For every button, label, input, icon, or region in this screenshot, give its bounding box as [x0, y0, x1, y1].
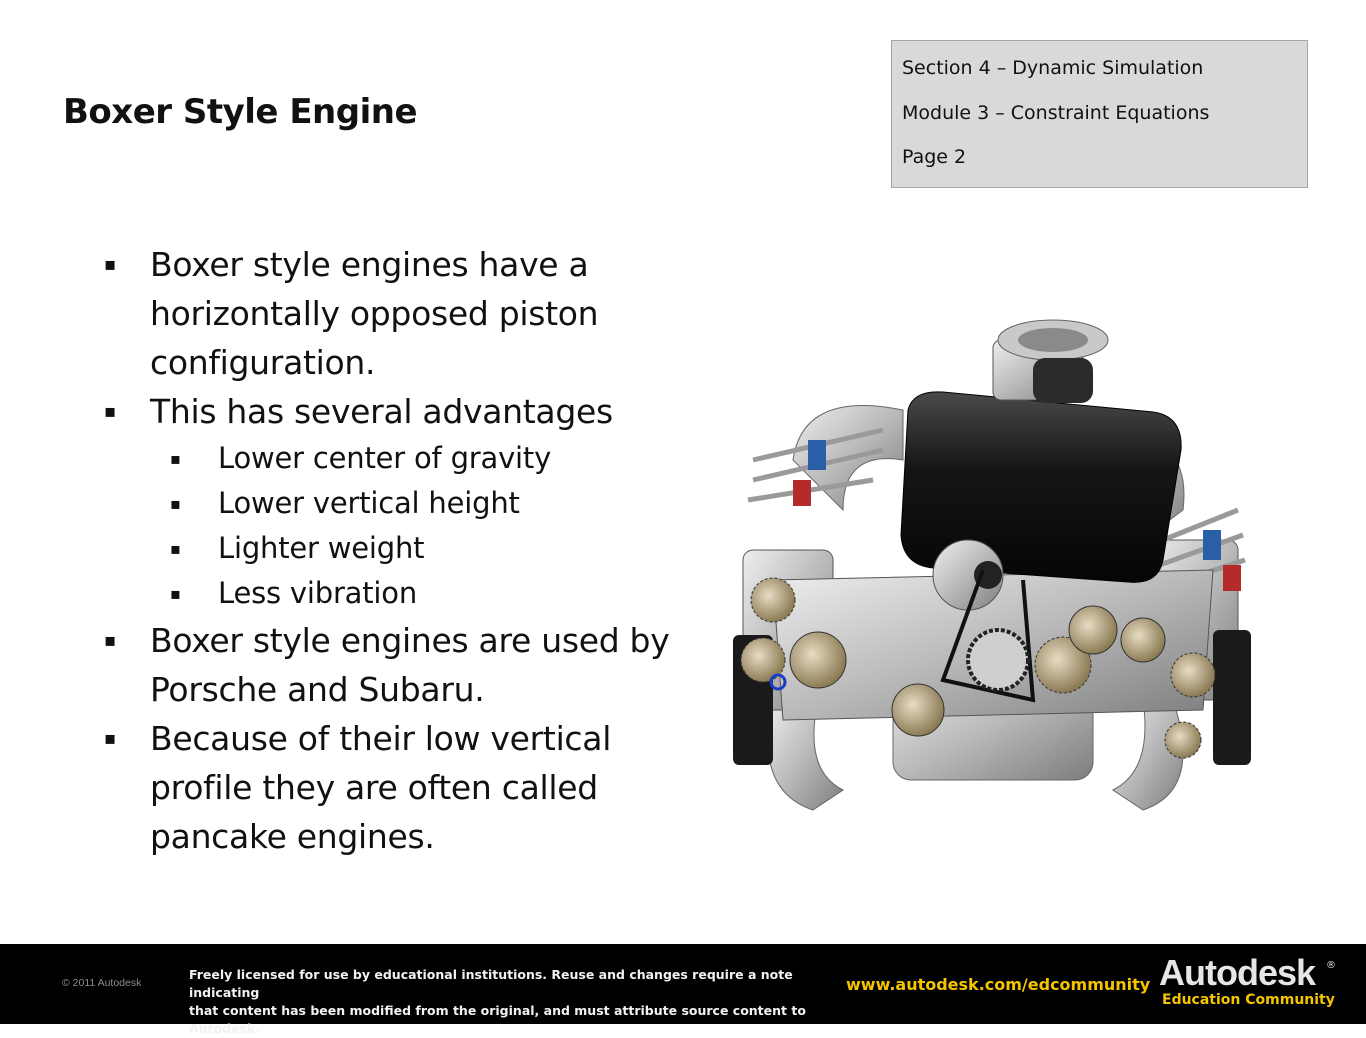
autodesk-logo: Autodesk: [1159, 952, 1316, 993]
bullet-text: Because of their low vertical profile they are often called pancake engines.: [150, 719, 612, 856]
bullet-icon: ▪: [104, 728, 116, 749]
sub-bullet-item: [100, 481, 700, 526]
bullet-text: Less vibration: [218, 576, 417, 610]
bullet-icon: ▪: [170, 494, 181, 513]
education-community-label: Education Community: [1162, 992, 1335, 1008]
boxer-engine-image: [733, 320, 1253, 830]
license-line: Freely licensed for use by educational institutions. Reuse and changes require a note indicating: [189, 967, 793, 1000]
bullet-item: [100, 714, 700, 861]
bullet-text: Lighter weight: [218, 531, 425, 565]
bullet-icon: ▪: [104, 401, 116, 422]
bullet-item: [100, 616, 700, 714]
license-line: that content has been modified from the original, and must attribute source content to Autodesk.: [189, 1003, 806, 1036]
bullet-text: Lower center of gravity: [218, 441, 552, 475]
bullet-item: [100, 387, 700, 436]
module-label: Module 3 – Constraint Equations: [902, 101, 1210, 124]
footer-bar: [0, 944, 1366, 1036]
sub-bullet-item: [100, 436, 700, 481]
bullet-list: [100, 240, 700, 861]
bullet-text: Boxer style engines are used by Porsche and Subaru.: [150, 621, 670, 709]
bullet-item: [100, 240, 700, 387]
sub-bullet-item: [100, 526, 700, 571]
bullet-icon: ▪: [104, 254, 116, 275]
bullet-icon: ▪: [170, 584, 181, 603]
license-text: [189, 966, 829, 1038]
bullet-text: Lower vertical height: [218, 486, 520, 520]
bullet-icon: ▪: [170, 449, 181, 468]
bullet-text: Boxer style engines have a horizontally opposed piston configuration.: [150, 245, 599, 382]
registered-mark: ®: [1326, 960, 1336, 971]
copyright-text: © 2011 Autodesk: [62, 977, 142, 989]
sub-bullet-item: [100, 571, 700, 616]
page-label: Page 2: [902, 146, 967, 168]
community-link[interactable]: www.autodesk.com/edcommunity: [846, 975, 1151, 994]
section-label: Section 4 – Dynamic Simulation: [902, 57, 1204, 79]
slide-title: Boxer Style Engine: [63, 92, 418, 132]
bullet-text: This has several advantages: [150, 392, 613, 431]
section-info-box: [891, 40, 1308, 188]
bullet-icon: ▪: [104, 630, 116, 651]
bullet-icon: ▪: [170, 539, 181, 558]
